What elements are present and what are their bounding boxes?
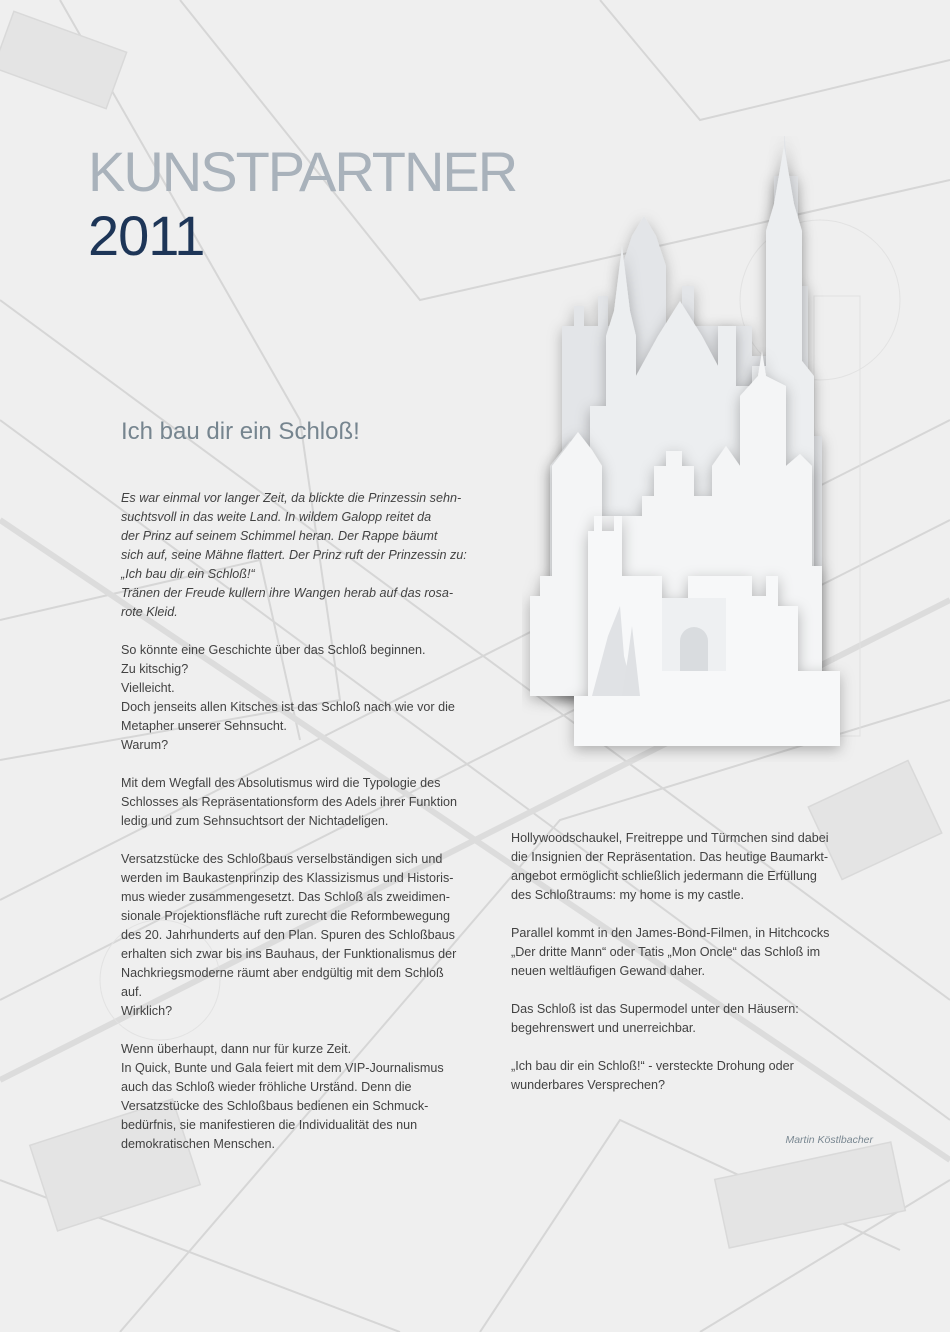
body-paragraph [511, 1000, 866, 1038]
text-line: So könnte eine Geschichte über das Schloß beginnen. [121, 643, 426, 657]
text-line: Metapher unserer Sehnsucht. [121, 719, 287, 733]
text-line: rote Kleid. [121, 605, 178, 619]
page-title: KUNSTPARTNER [88, 140, 517, 203]
article-headline: Ich bau dir ein Schloß! [121, 418, 360, 445]
text-line: Warum? [121, 738, 169, 752]
body-paragraph [511, 924, 866, 981]
text-line: In Quick, Bunte und Gala feiert mit dem VIP-Journalismus [121, 1061, 444, 1075]
text-line: Versatzstücke des Schloßbaus verselbständigen sich und [121, 852, 443, 866]
text-line: Wirklich? [121, 1004, 173, 1018]
text-line: bedürfnis, sie manifestieren die Individualität des nun [121, 1118, 418, 1132]
text-line: erhalten sich zwar bis ins Bauhaus, der Funktionalismus der [121, 947, 457, 961]
text-line: angebot ermöglicht schließlich jedermann die Erfüllung [511, 869, 817, 883]
article-right-column [511, 829, 866, 1114]
text-line: begehrenswert und unerreichbar. [511, 1021, 696, 1035]
text-line: demokratischen Menschen. [121, 1137, 276, 1151]
text-line: Doch jenseits allen Kitsches ist das Schloß nach wie vor die [121, 700, 455, 714]
text-line: sionale Projektionsfläche ruft zurecht die Reformbewegung [121, 909, 451, 923]
intro-paragraph [121, 489, 489, 622]
text-line: des 20. Jahrhunderts auf den Plan. Spuren des Schloßbaus [121, 928, 455, 942]
text-line: „Ich bau dir ein Schloß!“ [121, 567, 255, 581]
text-line: „Ich bau dir ein Schloß!“ - versteckte Drohung oder [511, 1059, 794, 1073]
text-line: mus wieder zusammengesetzt. Das Schloß als zweidimen- [121, 890, 450, 904]
body-paragraph [511, 1057, 866, 1095]
text-line: Mit dem Wegfall des Absolutismus wird die Typologie des [121, 776, 441, 790]
text-line: suchtsvoll in das weite Land. In wildem Galopp reitet da [121, 510, 432, 524]
text-line: Hollywoodschaukel, Freitreppe und Türmchen sind dabei [511, 831, 829, 845]
text-line: des Schloßtraums: my home is my castle. [511, 888, 745, 902]
text-line: der Prinz auf seinem Schimmel heran. Der Rappe bäumt [121, 529, 438, 543]
body-paragraph [121, 850, 489, 1021]
text-line: sich auf, seine Mähne flattert. Der Prinz ruft der Prinzessin zu: [121, 548, 467, 562]
text-line: die Insignien der Repräsentation. Das heutige Baumarkt- [511, 850, 829, 864]
page-year: 2011 [88, 204, 205, 267]
text-line: ledig und zum Sehnsuchtsort der Nichtadeligen. [121, 814, 389, 828]
text-line: werden im Baukastenprinzip des Klassizismus und Historis- [121, 871, 454, 885]
body-paragraph [121, 641, 489, 755]
text-line: Es war einmal vor langer Zeit, da blickte die Prinzessin sehn- [121, 491, 462, 505]
castle-illustration [522, 136, 864, 762]
body-paragraph [121, 1040, 489, 1154]
text-line: Das Schloß ist das Supermodel unter den Häusern: [511, 1002, 799, 1016]
text-line: auch das Schloß wieder fröhliche Urständ. Denn die [121, 1080, 412, 1094]
author-signature: Martin Köstlbacher [785, 1134, 873, 1146]
text-line: Wenn überhaupt, dann nur für kurze Zeit. [121, 1042, 352, 1056]
body-paragraph [121, 774, 489, 831]
text-line: Zu kitschig? [121, 662, 189, 676]
text-line: neuen weltläufigen Gewand daher. [511, 964, 705, 978]
text-line: Nachkriegsmoderne räumt aber endgültig mit dem Schloß [121, 966, 444, 980]
article-left-column [121, 489, 489, 1173]
text-line: Versatzstücke des Schloßbaus bedienen ein Schmuck- [121, 1099, 429, 1113]
text-line: Schlosses als Repräsentationsform des Adels ihrer Funktion [121, 795, 457, 809]
text-line: auf. [121, 985, 143, 999]
text-line: wunderbares Versprechen? [511, 1078, 666, 1092]
text-line: Tränen der Freude kullern ihre Wangen herab auf das rosa- [121, 586, 454, 600]
body-paragraph [511, 829, 866, 905]
text-line: Vielleicht. [121, 681, 175, 695]
text-line: „Der dritte Mann“ oder Tatis „Mon Oncle“ das Schloß im [511, 945, 821, 959]
text-line: Parallel kommt in den James-Bond-Filmen, in Hitchcocks [511, 926, 830, 940]
